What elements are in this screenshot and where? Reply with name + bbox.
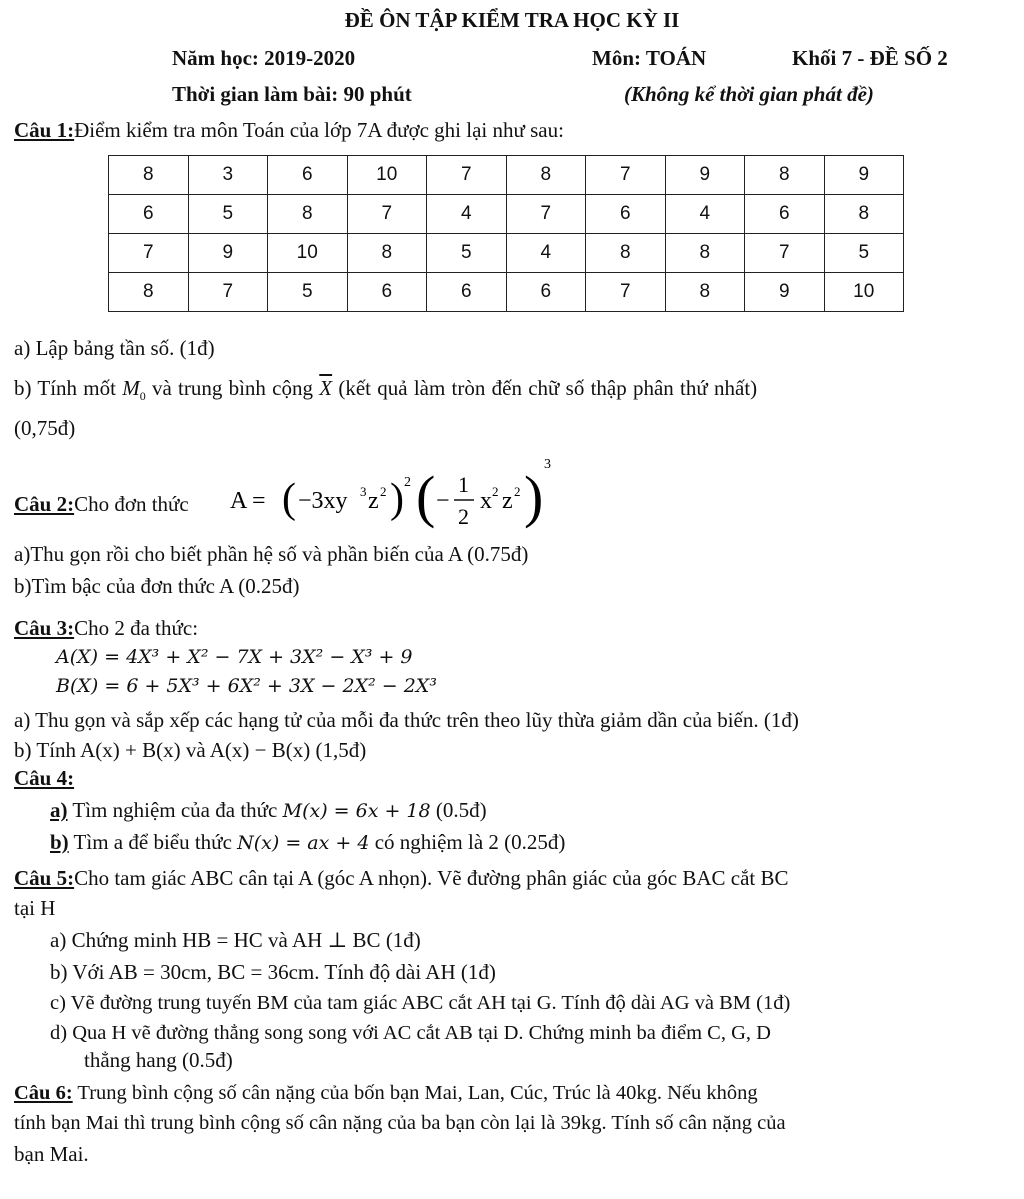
duration-note: (Không kể thời gian phát đề) bbox=[624, 82, 874, 106]
table-cell: 8 bbox=[268, 195, 348, 234]
duration: Thời gian làm bài: 90 phút bbox=[172, 82, 412, 106]
polynomial-a: A(X) = 4X³ + X² − 7X + 3X² − X³ + 9 bbox=[56, 646, 413, 668]
table-cell: 7 bbox=[506, 195, 586, 234]
table-cell: 6 bbox=[745, 195, 825, 234]
question-4a-expr: M(x) = 6x + 18 bbox=[282, 800, 431, 822]
formula-svg bbox=[230, 452, 600, 538]
table-cell: 3 bbox=[188, 156, 268, 195]
table-cell: 7 bbox=[586, 273, 666, 312]
question-2b: b)Tìm bậc của đơn thức A (0.25đ) bbox=[14, 574, 300, 598]
table-cell: 6 bbox=[506, 273, 586, 312]
question-4b-label: b) bbox=[50, 830, 69, 854]
question-2-heading bbox=[14, 492, 189, 516]
question-1-text: Điểm kiểm tra môn Toán của lớp 7A được ghi lại như sau: bbox=[74, 118, 564, 142]
formula-outer-exp2: 3 bbox=[544, 457, 551, 472]
polynomial-b: B(X) = 6 + 5X³ + 6X² + 3X − 2X² − 2X³ bbox=[56, 675, 437, 697]
table-cell: 5 bbox=[824, 234, 904, 273]
question-3a: a) Thu gọn và sắp xếp các hạng tử của mỗi đa thức trên theo lũy thừa giảm dần của biến. (1đ) bbox=[14, 708, 799, 732]
question-3-text: Cho 2 đa thức: bbox=[74, 616, 199, 640]
table-cell: 4 bbox=[506, 234, 586, 273]
table-cell: 6 bbox=[427, 273, 507, 312]
question-5-heading bbox=[14, 866, 789, 890]
table-cell: 10 bbox=[824, 273, 904, 312]
question-5c: c) Vẽ đường trung tuyến BM của tam giác ABC cắt AH tại G. Tính độ dài AG và BM (1đ) bbox=[50, 992, 791, 1014]
formula-exp-x: 2 bbox=[492, 484, 499, 499]
formula-denominator: 2 bbox=[458, 504, 469, 529]
grade-code: Khối 7 - ĐỀ SỐ 2 bbox=[792, 46, 948, 70]
formula-z2: z bbox=[502, 488, 513, 514]
formula-minus: − bbox=[436, 488, 450, 514]
question-5d: d) Qua H vẽ đường thẳng song song với AC cắt AB tại D. Chứng minh ba điểm C, G, D bbox=[50, 1022, 771, 1044]
question-5-label: Câu 5: bbox=[14, 866, 75, 890]
table-cell: 9 bbox=[824, 156, 904, 195]
paren-open-1: ( bbox=[282, 476, 296, 522]
exam-title: ĐỀ ÔN TẬP KIỂM TRA HỌC KỲ II bbox=[344, 8, 680, 32]
question-5-text-2: tại H bbox=[14, 896, 56, 920]
formula-exp-z: 2 bbox=[380, 484, 387, 499]
table-cell: 7 bbox=[427, 156, 507, 195]
table-cell: 8 bbox=[665, 273, 745, 312]
table-cell: 7 bbox=[586, 156, 666, 195]
table-cell: 8 bbox=[745, 156, 825, 195]
question-4a-post: (0.5đ) bbox=[430, 798, 487, 822]
table-row bbox=[109, 156, 904, 195]
question-2a: a)Thu gọn rồi cho biết phần hệ số và phần biến của A (0.75đ) bbox=[14, 542, 529, 566]
question-1b-post: (kết quả làm tròn đến chữ số thập phân thứ nhất) bbox=[332, 376, 758, 400]
table-cell: 4 bbox=[665, 195, 745, 234]
table-cell: 7 bbox=[188, 273, 268, 312]
table-cell: 9 bbox=[188, 234, 268, 273]
formula-x: x bbox=[480, 488, 492, 514]
paren-close-1: ) bbox=[390, 476, 404, 522]
table-row bbox=[109, 195, 904, 234]
table-cell: 8 bbox=[506, 156, 586, 195]
question-4b bbox=[50, 830, 565, 855]
table-row bbox=[109, 273, 904, 312]
table-cell: 10 bbox=[268, 234, 348, 273]
table-cell: 8 bbox=[665, 234, 745, 273]
monomial-formula bbox=[230, 452, 600, 532]
table-cell: 8 bbox=[347, 234, 427, 273]
question-1-label: Câu 1: bbox=[14, 118, 75, 142]
question-5d-cont: thẳng hang (0.5đ) bbox=[84, 1048, 233, 1072]
question-3b: b) Tính A(x) + B(x) và A(x) − B(x) (1,5đ) bbox=[14, 738, 367, 762]
question-1a: a) Lập bảng tần số. (1đ) bbox=[14, 336, 215, 360]
table-cell: 8 bbox=[109, 273, 189, 312]
question-1b-points: (0,75đ) bbox=[14, 416, 76, 440]
table-cell: 9 bbox=[665, 156, 745, 195]
mean-symbol: $\overline{X}$ bbox=[319, 376, 333, 400]
formula-outer-exp1: 2 bbox=[404, 475, 411, 490]
question-1b-mid: và trung bình cộng bbox=[145, 376, 320, 400]
formula-lhs: A = bbox=[230, 488, 266, 514]
question-5b: b) Với AB = 30cm, BC = 36cm. Tính độ dài AH (1đ) bbox=[50, 960, 496, 984]
table-cell: 10 bbox=[347, 156, 427, 195]
question-5a: a) Chứng minh HB = HC và AH ⊥ BC (1đ) bbox=[50, 928, 421, 952]
question-2-label: Câu 2: bbox=[14, 492, 75, 516]
subject: Môn: TOÁN bbox=[592, 46, 707, 70]
table-cell: 8 bbox=[824, 195, 904, 234]
question-4a bbox=[50, 798, 487, 823]
formula-exp-y: 3 bbox=[360, 484, 367, 499]
question-1b-pre: b) Tính mốt bbox=[14, 376, 123, 400]
question-4a-pre: Tìm nghiệm của đa thức bbox=[67, 798, 283, 822]
table-cell: 6 bbox=[109, 195, 189, 234]
question-1b bbox=[14, 376, 757, 404]
question-5-text: Cho tam giác ABC cân tại A (góc A nhọn). Vẽ đường phân giác của góc BAC cắt BC bbox=[74, 866, 789, 890]
question-6-text-2: tính bạn Mai thì trung bình cộng số cân nặng của ba bạn còn lại là 39kg. Tính số cân nặng của bbox=[14, 1112, 786, 1134]
question-4b-expr: N(x) = ax + 4 bbox=[237, 832, 370, 854]
mode-subscript: 0 bbox=[139, 389, 146, 404]
paren-open-2: ( bbox=[416, 464, 436, 529]
mode-symbol: M bbox=[122, 376, 140, 400]
table-cell: 8 bbox=[109, 156, 189, 195]
question-4a-label: a) bbox=[50, 798, 68, 822]
question-4-label: Câu 4: bbox=[14, 766, 75, 790]
question-4b-pre: Tìm a để biểu thức bbox=[68, 830, 238, 854]
table-cell: 6 bbox=[586, 195, 666, 234]
table-cell: 7 bbox=[745, 234, 825, 273]
table-cell: 7 bbox=[347, 195, 427, 234]
table-cell: 6 bbox=[268, 156, 348, 195]
question-6-heading bbox=[14, 1082, 758, 1106]
table-cell: 7 bbox=[109, 234, 189, 273]
formula-exp-z2: 2 bbox=[514, 484, 521, 499]
formula-numerator: 1 bbox=[458, 472, 469, 497]
table-cell: 5 bbox=[268, 273, 348, 312]
table-cell: 4 bbox=[427, 195, 507, 234]
question-4b-post: có nghiệm là 2 (0.25đ) bbox=[369, 830, 566, 854]
question-1-heading bbox=[14, 118, 564, 142]
question-3-label: Câu 3: bbox=[14, 616, 75, 640]
table-cell: 5 bbox=[188, 195, 268, 234]
table-cell: 9 bbox=[745, 273, 825, 312]
formula-z: z bbox=[368, 488, 379, 514]
question-3-heading bbox=[14, 616, 198, 640]
table-cell: 5 bbox=[427, 234, 507, 273]
table-cell: 8 bbox=[586, 234, 666, 273]
question-6-text: Trung bình cộng số cân nặng của bốn bạn Mai, Lan, Cúc, Trúc là 40kg. Nếu không bbox=[72, 1082, 758, 1104]
table-cell: 6 bbox=[347, 273, 427, 312]
question-6-text-3: bạn Mai. bbox=[14, 1142, 89, 1166]
school-year: Năm học: 2019-2020 bbox=[172, 46, 356, 70]
question-2-text: Cho đơn thức bbox=[74, 492, 189, 516]
paren-close-2: ) bbox=[524, 464, 544, 529]
formula-part1: −3xy bbox=[298, 488, 348, 514]
score-table bbox=[108, 155, 904, 312]
question-6-label: Câu 6: bbox=[14, 1082, 73, 1104]
table-row bbox=[109, 234, 904, 273]
